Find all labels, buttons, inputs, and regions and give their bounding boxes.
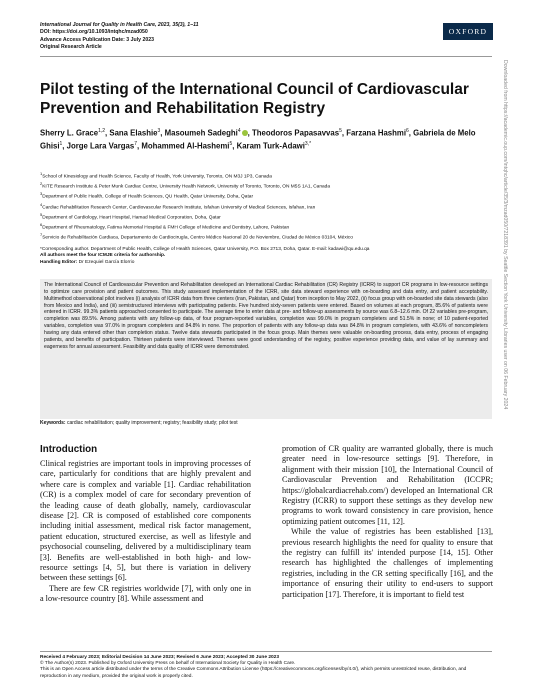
author-separator: , xyxy=(160,128,165,138)
body-paragraph: promotion of CR quality are warranted globally, there is much greater need in low-resource settings [9]. Therefore, in alignment with their mission [10], the International Council of Cardiovascular Prevention and Rehabilitation (ICCPR; https://globalcardiacrehab.com/) developed an International CR Registry (ICRR) to support these settings as they develop new programs to work toward consistency in care provision, hence optimizing patient outcomes [11, 12]. xyxy=(282,444,493,526)
author-affiliation-mark: 3 xyxy=(157,128,161,134)
abstract-box xyxy=(40,279,492,419)
introduction-heading: Introduction xyxy=(40,444,98,455)
body-paragraph: There are few CR registries worldwide [7], with only one in a low-resource country [8]. While assessment and xyxy=(40,583,251,604)
author-affiliation-mark: 1 xyxy=(59,141,63,147)
correspondence-block xyxy=(40,247,480,266)
affiliation-number: 5 xyxy=(40,211,43,217)
header-divider xyxy=(40,56,492,57)
corresponding-author: *Corresponding author. Department of Public Health, College of Health Sciences, Qatar University, P.O. Box 2713, Doha, Qatar. E-mail: kadawi@qu.edu.qa xyxy=(40,247,370,252)
author-affiliation-mark: 5 xyxy=(339,128,342,134)
author-affiliation-mark: 5 xyxy=(229,141,233,147)
journal-citation: International Journal for Quality in Health Care, 2023, 35(3), 1–11 xyxy=(40,22,199,28)
article-title: Pilot testing of the International Council of Cardiovascular Prevention and Rehabilitation Registry xyxy=(40,81,469,117)
author-affiliation-mark: 7 xyxy=(134,141,138,147)
author-separator: , xyxy=(408,128,414,138)
abstract-text: The International Council of Cardiovascular Prevention and Rehabilitation developed an International Cardiac Rehabilitation (CR) Registry (ICRR) to support CR programs in low-resource settings to optimize care provision and patient outcomes. This study assessed implementation of the ICRR, site data steward experience with on-boarding and data entry, and patient acceptability. Multimethod observational pilot involves (i) analysis of ICRR data from three centers (Iran, Pakistan, and Qatar) from inception to May 2022, (ii) focus group with on-boarded site data stewards (also from Mexico and India), and (iii) semistructured interviews with participating patients. Five hundred sixty-seven patients were entered. Based on volumes at each program, 85.6% of patients were entered in ICRR. 99.3% patients approached consented to participate. The average time to enter data at pre- and follow-up assessments by source was 6.8–12.6 min. Of 22 variables pre-program, completion was 89.5%. Among patients with any follow-up data, of four program-reported variables, completion was 99.0% in program completers and 51.5% in none; of 10 patient-reported variables, completion was 97.0% in program completers and 84.8% in none. The proportion of patients with any follow-up data was 84.8% in program completers, with 43.6% of noncompleters having any data entered other than completion status. Twelve data stewards participated in the focus group. Main themes were valuable on-boarding process, data entry, process of engaging patients, and benefits of participation. Thirteen patients were interviewed. Themes were good understanding of the registry, positive experience providing data, and value of lay summary and eagerness for annual assessment. Feasibility and data quality of ICRR were demonstrated. xyxy=(44,282,488,350)
keywords-label: Keywords: xyxy=(40,420,66,426)
right-column xyxy=(282,444,493,600)
author-separator: , xyxy=(62,141,67,151)
affiliation-item xyxy=(40,171,480,181)
author-separator: , xyxy=(232,141,237,151)
author-separator: , xyxy=(105,128,110,138)
author-name[interactable]: Mohammed Al-Hashemi xyxy=(141,141,230,151)
handling-editor-label: Handling Editor: xyxy=(40,259,78,265)
author-affiliation-mark: 3,* xyxy=(304,141,312,147)
oxford-logo[interactable]: OXFORD xyxy=(443,23,493,40)
affiliation-text: Department of Cardiology, Heart Hospital, Hamad Medical Corporation, Doha, Qatar xyxy=(42,215,221,221)
affiliation-item xyxy=(40,202,480,212)
doi-link[interactable]: DOI: https://doi.org/10.1093/intqhc/mzad050 xyxy=(40,29,148,36)
affiliation-item xyxy=(40,181,480,191)
affiliation-item xyxy=(40,212,480,222)
author-affiliation-mark: 1,2 xyxy=(98,128,106,134)
author-name[interactable]: Sherry L. Grace xyxy=(40,128,99,138)
copyright-notice: © The Author(s) 2023. Published by Oxford University Press on behalf of International Society for Quality in Health Care. xyxy=(40,661,296,667)
author-name[interactable]: Theodoros Papasavvas xyxy=(251,128,340,138)
author-affiliation-mark: 4 xyxy=(237,128,241,134)
affiliation-text: School of Kinesiology and Health Science, Faculty of Health, York University, Toronto, ON M3J 1P3, Canada xyxy=(42,174,272,180)
journal-header xyxy=(40,22,410,52)
handling-editor-name: Dr Ezequiel García Elorrio xyxy=(78,259,135,265)
affiliation-item xyxy=(40,191,480,201)
affiliation-number: 1 xyxy=(40,171,43,176)
author-list xyxy=(40,126,480,152)
affiliation-text: Servicio de Rehabilitación Cardiaca, Departamento de Cardiocirugía, Centro Médico Nacional 20 de Noviembre, Ciudad de México 03104, México xyxy=(42,235,353,241)
affiliation-text: Cardiac Rehabilitation Research Center, Cardiovascular Research Institute, Isfahan University of Medical Sciences, Isfahan, Iran xyxy=(42,205,316,211)
affiliation-text: Department of Public Health, College of Health Sciences, QU Health, Qatar University, Doha, Qatar xyxy=(42,194,254,200)
author-name[interactable]: Karam Turk-Adawi xyxy=(236,141,305,151)
author-affiliation-mark: 6 xyxy=(406,128,409,134)
affiliation-number: 2 xyxy=(40,181,43,187)
author-name[interactable]: Gabriela de Melo Ghisi xyxy=(40,128,476,151)
advance-access-date: Advance Access Publication Date: 3 July 2023 xyxy=(40,36,154,43)
author-name[interactable]: Masoumeh Sadeghi xyxy=(164,128,238,138)
keywords-text: cardiac rehabilitation; quality improvement; registry; feasibility study; pilot test xyxy=(66,420,238,426)
affiliation-item xyxy=(40,232,480,242)
body-paragraph: While the value of registries has been established [13], previous research highlights the need for quality to ensure that the registry can fulfill its' intended purpose [14, 15]. Other research has highlighted the challenges of implementing registries, including in the CR setting specifically [16], and the importance of ensuring their utility to end-users to support participation [17]. Therefore, it is important to field test xyxy=(282,527,493,599)
author-name[interactable]: Sana Elashie xyxy=(109,128,158,138)
author-separator: , xyxy=(341,128,347,138)
left-column xyxy=(40,444,251,605)
license-notice: This is an Open Access article distributed under the terms of the Creative Commons Attribution License (https://creativecommons.org/licenses/by/4.0/), which permits unrestricted reuse, distribution, and reproduction in any medium, provided the original work is properly cited. xyxy=(40,667,467,679)
affiliation-item xyxy=(40,222,480,232)
article-footer xyxy=(40,655,492,680)
received-dates: Received 4 February 2023; Editorial Decision 14 June 2023; Revised 6 June 2023; Accepted 30 June 2023 xyxy=(40,655,279,660)
article-type: Original Research Article xyxy=(40,44,102,51)
affiliation-text: Department of Rheumatology, Fatima Memorial Hospital & FMH College of Medicine and Dentistry, Lahore, Pakistan xyxy=(42,225,290,231)
affiliation-number: 3 xyxy=(40,191,43,197)
author-separator: , xyxy=(247,128,252,138)
affiliation-text: KITE Research Institute & Peter Munk Cardiac Centre, University Health Network, University of Toronto, Toronto, ON M5S 1A1, Canada xyxy=(42,184,330,190)
authorship-note: All authors meet the four ICMJE criteria for authorship. xyxy=(40,253,166,259)
affiliation-number: 7 xyxy=(40,232,43,238)
handling-editor xyxy=(40,260,480,266)
author-separator: , xyxy=(137,141,142,151)
affiliation-list xyxy=(40,171,480,242)
author-name[interactable]: Jorge Lara Vargas xyxy=(66,141,135,151)
author-name[interactable]: Farzana Hashmi xyxy=(346,128,406,138)
download-watermark: Downloaded from https://academic.oup.com/intqhc/article/35/3/mzad050/7218391 by Seattle Section York University Libraries user on 06 February 2024 xyxy=(502,60,508,410)
keywords xyxy=(40,420,492,427)
affiliation-number: 6 xyxy=(40,221,43,227)
body-paragraph: Clinical registries are important tools in improving processes of care, particularly for conditions that are highly prevalent and where care is complex and variable [1]. Cardiac rehabilitation (CR) is a complex model of care for secondary prevention of the leading cause of death globally, namely, cardiovascular disease [2]. CR is composed of established core components including initial assessment, medical risk factor management, patient education, structured exercise, as well as lifestyle and psychosocial counseling, delivered by a multidisciplinary team [3]. Benefits are well-established in both high- and low-resource settings [4, 5], but there is variation in delivery between these settings [6]. xyxy=(40,459,251,583)
affiliation-number: 4 xyxy=(40,201,43,207)
footer-divider xyxy=(40,651,492,652)
